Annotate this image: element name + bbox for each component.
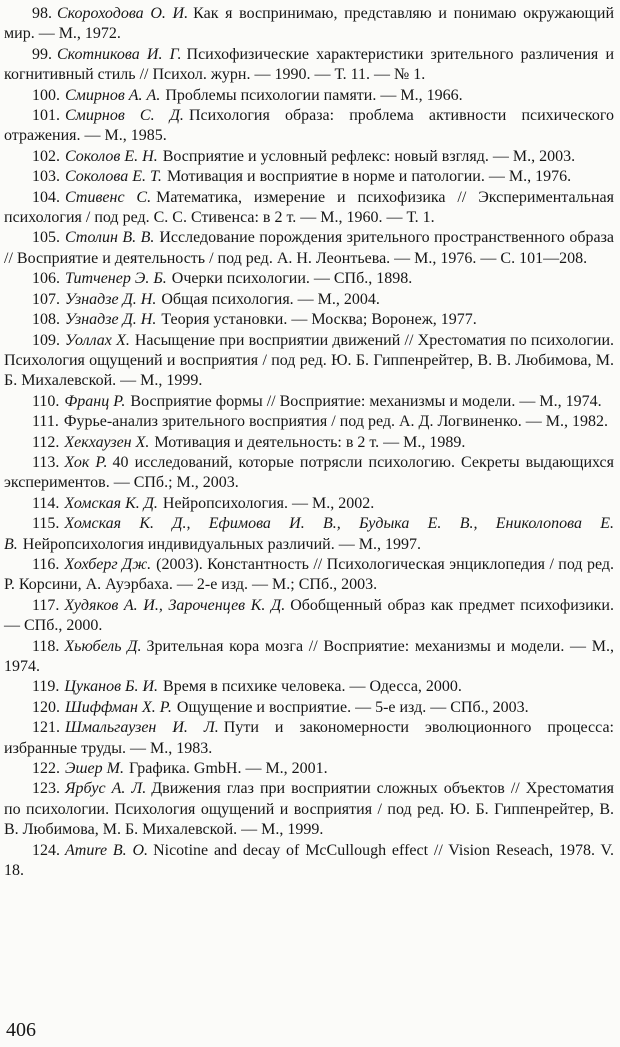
entry-text: Проблемы психологии памяти. — М., 1966.: [165, 86, 463, 104]
entry-author: Соколова Е. Т.: [65, 168, 162, 186]
entry-author: Стивенс С.: [65, 188, 152, 206]
entry-text: Зрительная кора мозга // Восприятие: механизмы и модели. — М., 1974.: [4, 637, 615, 675]
bibliography-entry: [4, 759, 614, 779]
entry-number: 116.: [32, 555, 60, 573]
entry-author: Узнадзе Д. Н.: [65, 311, 157, 329]
entry-author: Соколов Е. Н.: [65, 147, 158, 165]
page-number: 406: [6, 1019, 36, 1041]
bibliography-entry: [4, 4, 614, 45]
entry-author: Уоллах Х.: [65, 331, 130, 349]
entry-author: Ярбус А. Л.: [65, 780, 147, 798]
entry-number: 105.: [32, 229, 60, 247]
entry-number: 109.: [32, 331, 60, 349]
entry-author: Франц Р.: [64, 392, 126, 410]
bibliography-entry: [4, 290, 614, 310]
entry-text: Движения глаз при восприятии сложных объектов // Хрестоматия по психологии. Психология ощущений и восприятия / под ред. Ю. Б. Гиппенрейтер, В. В. Любимова, М. Б. Михалевской. — М., 1999.: [4, 780, 615, 839]
entry-author: Скотникова И. Г.: [57, 45, 182, 63]
entry-text: Очерки психологии. — СПб., 1898.: [171, 270, 413, 288]
entry-author: Хохберг Дж.: [64, 555, 152, 573]
entry-author: Хомская К. Д., Ефимова И. В., Будыка Е. В., Ениколопова Е. В.: [4, 515, 614, 553]
entry-text: Исследование порождения зрительного пространственного образа // Восприятие и деятельность / под ред. А. Н. Леонтьева. — М., 1976. — С. 101—208.: [4, 229, 614, 267]
entry-author: Хок Р.: [64, 453, 108, 471]
bibliography-entry: [4, 147, 614, 167]
entry-number: 111.: [32, 413, 59, 431]
entry-author: Цуканов Б. И.: [64, 678, 159, 696]
entry-text: Фурье-анализ зрительного восприятия / под ред. А. Д. Логвиненко. — М., 1982.: [63, 413, 609, 431]
bibliography-entry: [4, 841, 614, 882]
entry-number: 119.: [32, 678, 60, 696]
bibliography-entry: [4, 555, 614, 596]
entry-text: Мотивация и деятельность: в 2 т. — М., 1989.: [154, 433, 466, 451]
entry-author: Худяков А. И., Зароченцев К. Д.: [64, 596, 286, 614]
bibliography-entry: [4, 331, 614, 392]
entry-author: Узнадзе Д. Н.: [65, 290, 157, 308]
entry-number: 122.: [32, 760, 60, 778]
bibliography-entry: [4, 698, 614, 718]
entry-text: Теория установки. — Москва; Воронеж, 1977.: [161, 311, 477, 329]
entry-number: 107.: [32, 290, 60, 308]
entry-author: Хекхаузен Х.: [64, 433, 150, 451]
entry-number: 121.: [32, 719, 60, 737]
entry-author: Смирнов А. А.: [65, 86, 161, 104]
bibliography-entry: [4, 269, 614, 289]
bibliography-entry: [4, 494, 614, 514]
bibliography-entry: [4, 718, 614, 759]
entry-text: Мотивация и восприятие в норме и патологии. — М., 1976.: [166, 168, 572, 186]
entry-text: Насыщение при восприятии движений // Хрестоматия по психологии. Психология ощущений и восприятия / под ред. Ю. Б. Гиппенрейтер, В. В. Любимова, М. Б. Михалевской. — М., 1999.: [4, 331, 615, 390]
entry-text: 40 исследований, которые потрясли психологию. Секреты выдающихся экспериментов. — СПб.; М., 2003.: [4, 453, 615, 492]
entry-number: 123.: [32, 780, 60, 798]
entry-text: (2003). Константность // Психологическая энциклопедия / под ред. Р. Корсини, А. Ауэрбаха. — 2-е изд. — М.; СПб., 2003.: [4, 555, 614, 594]
entry-text: Время в психике человека. — Одесса, 2000.: [163, 678, 462, 696]
bibliography-entry: [4, 514, 614, 555]
entry-number: 103.: [32, 168, 60, 186]
entry-text: Восприятие и условный рефлекс: новый взгляд. — М., 2003.: [162, 147, 576, 165]
entry-number: 99.: [32, 45, 52, 63]
bibliography-entry: [4, 637, 614, 678]
entry-text: Нейропсихология индивидуальных различий. — М., 1997.: [22, 535, 421, 553]
entry-text: Обобщенный образ как предмет психофизики. — СПб., 2000.: [4, 596, 614, 635]
entry-text: Пути и закономерности эволюционного процесса: избранные труды. — М., 1983.: [4, 719, 615, 757]
entry-author: Столин В. В.: [65, 229, 155, 247]
entry-author: Скороходова О. И.: [57, 5, 189, 22]
bibliography-entry: [4, 188, 614, 229]
entry-text: Математика, измерение и психофизика // Экспериментальная психология / под ред. С. С. Стивенса: в 2 т. — М., 1960. — Т. 1.: [4, 188, 614, 227]
entry-text: Ощущение и восприятие. — 5-е изд. — СПб., 2003.: [176, 698, 529, 716]
entry-text: Как я воспринимаю, представляю и понимаю окружающий мир. — М., 1972.: [4, 5, 615, 43]
entry-text: Нейропсихология. — М., 2002.: [162, 494, 375, 512]
entry-number: 118.: [32, 637, 60, 655]
entry-number: 102.: [32, 147, 60, 165]
entry-text: Психология образа: проблема активности психического отражения. — М., 1985.: [4, 107, 614, 145]
bibliography-entry: [4, 433, 614, 453]
entry-text: Общая психология. — М., 2004.: [161, 290, 380, 308]
entry-author: Шиффман Х. Р.: [65, 698, 172, 716]
bibliography-list: [4, 4, 614, 881]
entry-text: Графика. GmbH. — М., 2001.: [128, 760, 328, 778]
entry-number: 120.: [32, 698, 60, 716]
entry-number: 117.: [32, 596, 60, 614]
bibliography-entry: [4, 412, 614, 432]
entry-number: 112.: [32, 433, 60, 451]
bibliography-entry: [4, 228, 614, 269]
bibliography-entry: [4, 453, 614, 494]
bibliography-entry: [4, 45, 614, 86]
entry-number: 110.: [32, 392, 60, 410]
bibliography-entry: [4, 167, 614, 187]
bibliography-entry: [4, 86, 614, 106]
entry-author: Шмальгаузен И. Л.: [65, 719, 219, 737]
entry-number: 115.: [32, 515, 60, 533]
bibliography-entry: [4, 677, 614, 697]
entry-author: Эшер М.: [65, 760, 124, 778]
bibliography-entry: [4, 310, 614, 330]
entry-author: Смирнов С. Д.: [65, 107, 184, 125]
bibliography-entry: [4, 106, 614, 147]
entry-text: Nicotine and decay of McCullough effect // Vision Reseach, 1978. V. 18.: [4, 841, 615, 880]
entry-number: 106.: [32, 270, 60, 288]
bibliography-entry: [4, 392, 614, 412]
entry-author: Титченер Э. Б.: [65, 270, 167, 288]
entry-number: 104.: [32, 188, 60, 206]
entry-number: 100.: [32, 86, 60, 104]
entry-author: Amure B. O.: [65, 841, 149, 859]
entry-author: Хьюбель Д.: [64, 637, 142, 655]
entry-number: 124.: [32, 841, 60, 859]
entry-author: Хомская К. Д.: [64, 494, 158, 512]
entry-number: 101.: [32, 107, 60, 125]
bibliography-entry: [4, 596, 614, 637]
entry-number: 114.: [32, 494, 60, 512]
bibliography-entry: [4, 779, 614, 840]
entry-text: Восприятие формы // Восприятие: механизмы и модели. — М., 1974.: [130, 392, 602, 410]
entry-number: 113.: [32, 453, 60, 471]
entry-number: 108.: [32, 311, 60, 329]
entry-number: 98.: [32, 5, 52, 22]
entry-text: Психофизические характеристики зрительного различения и когнитивный стиль // Психол. журн. — 1990. — Т. 11. — № 1.: [4, 45, 614, 84]
